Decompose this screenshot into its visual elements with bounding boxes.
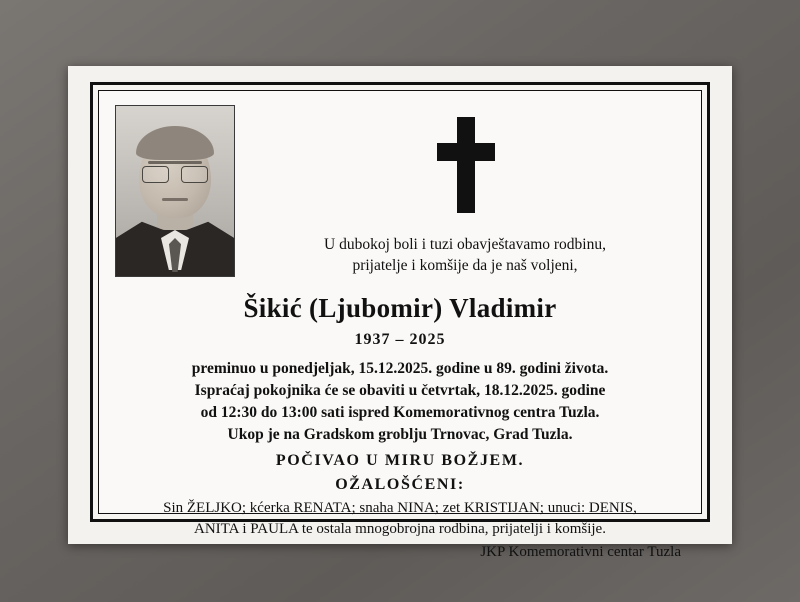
detail-line-1: preminuo u ponedjeljak, 15.12.2025. godine u 89. godini života. — [191, 359, 609, 377]
detail-line-3: od 12:30 do 13:00 sati ispred Komemorativnog centra Tuzla. — [200, 403, 600, 421]
portrait-photo — [115, 105, 235, 277]
detail-line-4: Ukop je na Gradskom groblju Trnovac, Grad Tuzla. — [227, 425, 573, 443]
cross-area — [247, 105, 685, 213]
life-years: 1937 – 2025 — [354, 330, 446, 348]
intro-line-1: U dubokoj boli i tuzi obavještavamo rodbinu, — [324, 236, 606, 253]
intro-line-2: prijatelje i komšije da je naš voljeni, — [352, 256, 578, 274]
mourners-heading: OŽALOŠĆENI: — [335, 475, 465, 493]
obituary-card — [68, 66, 732, 560]
deceased-name: Šikić (Ljubomir) Vladimir — [243, 292, 557, 323]
card-inner-border — [98, 90, 702, 560]
issuer-signature: JKP Komemorativni centar Tuzla — [480, 543, 681, 560]
notice-body — [115, 235, 685, 561]
mourners-line-1: Sin ŽELJKO; kćerka RENATA; snaha NINA; zet KRISTIJAN; unuci: DENIS, — [163, 499, 637, 516]
card-outer-border — [90, 82, 710, 560]
mourners-list — [115, 498, 685, 540]
detail-line-2: Ispraćaj pokojnika će se obaviti u četvrtak, 18.12.2025. godine — [194, 381, 606, 399]
cross-icon — [437, 117, 495, 213]
mourners-line-2: ANITA i PAULA te ostala mnogobrojna rodbina, prijatelji i komšije. — [194, 520, 606, 537]
rest-in-peace-text: POČIVAO U MIRU BOŽJEM. — [275, 451, 525, 469]
funeral-details — [115, 358, 685, 446]
